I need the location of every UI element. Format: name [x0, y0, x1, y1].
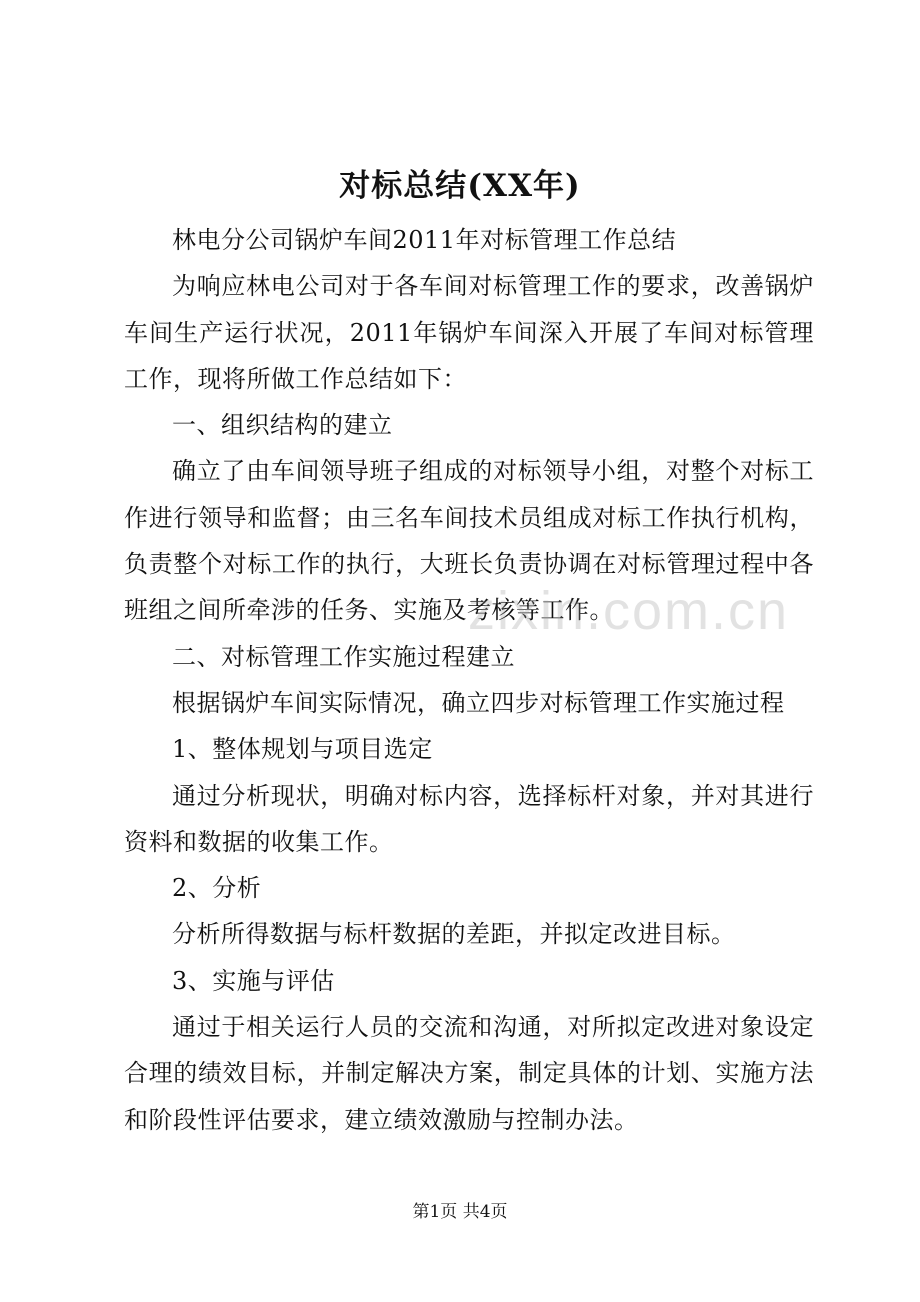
watermark: zixin.com.cn [468, 581, 790, 641]
heading-section-2: 二、对标管理工作实施过程建立 [172, 642, 515, 671]
paragraph-step-3: 通过于相关运行人员的交流和沟通，对所拟定改进对象设定合理的绩效目标，并制定解决方案，制定具体的计划、实施方法和阶段性评估要求，建立绩效激励与控制办法。 [124, 1013, 814, 1134]
document-title: 对标总结(XX年) [339, 168, 581, 204]
heading-step-3: 3、实施与评估 [172, 966, 335, 995]
page-footer: 第1页 共4页 [412, 1202, 508, 1222]
paragraph-step-1: 通过分析现状，明确对标内容，选择标杆对象，并对其进行资料和数据的收集工作。 [124, 781, 814, 856]
paragraph-section-2: 根据锅炉车间实际情况，确立四步对标管理工作实施过程 [172, 688, 785, 717]
paragraph-section-1: 确立了由车间领导班子组成的对标领导小组，对整个对标工作进行领导和监督；由三名车间技术员组成对标工作执行机构，负责整个对标工作的执行，大班长负责协调在对标管理过程中各班组之间所牵涉的任务、实施及考核等工作。 [124, 457, 814, 625]
document-body [124, 217, 814, 1143]
paragraph-subtitle: 林电分公司锅炉车间2011年对标管理工作总结 [172, 226, 677, 254]
paragraph-intro: 为响应林电公司对于各车间对标管理工作的要求，改善锅炉车间生产运行状况，2011年锅炉车间深入开展了车间对标管理工作，现将所做工作总结如下： [124, 272, 814, 393]
heading-step-1: 1、整体规划与项目选定 [172, 735, 433, 764]
heading-section-1: 一、组织结构的建立 [172, 411, 393, 440]
paragraph-step-2: 分析所得数据与标杆数据的差距，并拟定改进目标。 [172, 920, 736, 949]
heading-step-2: 2、分析 [172, 874, 262, 903]
